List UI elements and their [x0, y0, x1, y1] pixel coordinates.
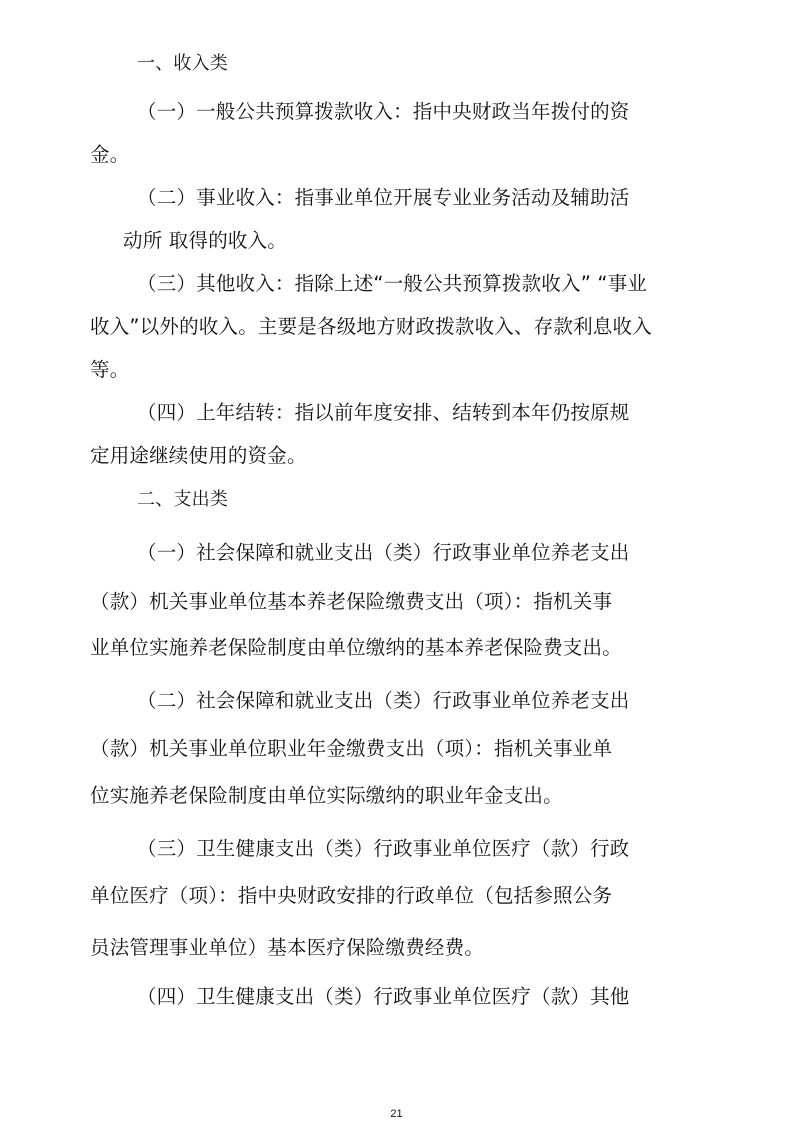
paragraph-line: 金。 [90, 143, 130, 166]
paragraph-line: （三）卫生健康支出（类）行政事业单位医疗（款）行政 [137, 837, 630, 860]
paragraph-line: 员法管理事业单位）基本医疗保险缴费经费。 [90, 936, 485, 959]
paragraph-line: 收入”以外的收入。主要是各级地方财政拨款收入、存款利息收入 [90, 315, 652, 338]
paragraph-line: 位实施养老保险制度由单位实际缴纳的职业年金支出。 [90, 784, 563, 807]
paragraph-line: （四）卫生健康支出（类）行政事业单位医疗（款）其他 [137, 985, 630, 1008]
paragraph-line: （二）社会保障和就业支出（类）行政事业单位养老支出 [137, 689, 630, 712]
paragraph-line: （一）社会保障和就业支出（类）行政事业单位养老支出 [137, 541, 630, 564]
paragraph-line: （款）机关事业单位基本养老保险缴费支出（项）：指机关事 [90, 590, 613, 613]
page-number: 21 [390, 1108, 403, 1120]
paragraph-line: （一）一般公共预算拨款收入：指中央财政当年拨付的资 [137, 100, 630, 123]
paragraph-line: （四）上年结转：指以前年度安排、结转到本年仍按原规 [137, 401, 630, 424]
section-heading-income: 一、收入类 [137, 53, 228, 74]
paragraph-line: 等。 [90, 358, 130, 381]
paragraph-line: 定用途继续使用的资金。 [90, 444, 307, 467]
paragraph-line: 业单位实施养老保险制度由单位缴纳的基本养老保险费支出。 [90, 636, 622, 659]
paragraph-line: 动所 取得的收入。 [123, 229, 287, 252]
paragraph-line: （款）机关事业单位职业年金缴费支出（项）：指机关事业单 [90, 737, 613, 760]
paragraph-line: （三）其他收入：指除上述“一般公共预算拨款收入” “事业 [137, 272, 648, 295]
paragraph-line: 单位医疗（项）：指中央财政安排的行政单位（包括参照公务 [90, 884, 613, 907]
section-heading-expense: 二、支出类 [137, 489, 228, 510]
paragraph-line: （二）事业收入：指事业单位开展专业业务活动及辅助活 [137, 186, 630, 209]
